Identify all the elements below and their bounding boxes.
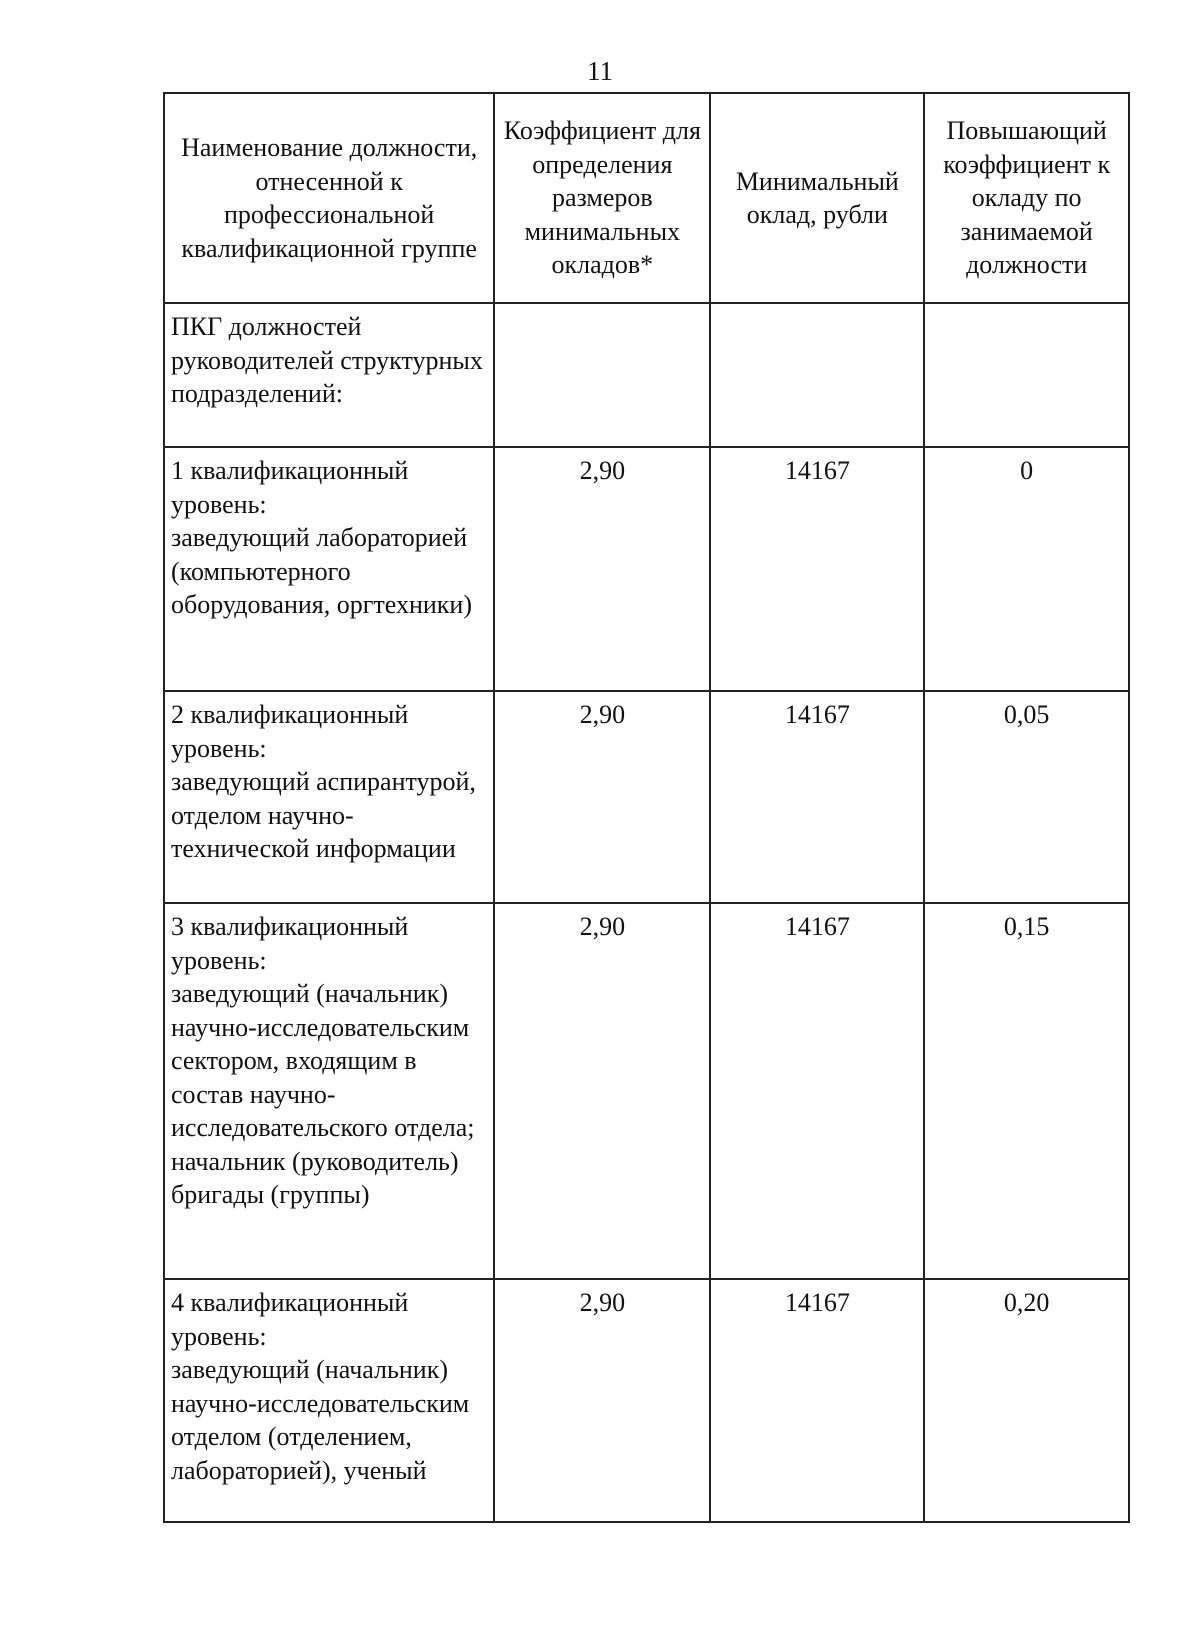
table-row-group-title — [164, 303, 1129, 447]
header-raising-coefficient: Повышающий коэффициент к окладу по занимаемой должности — [924, 93, 1129, 303]
empty-cell — [494, 303, 710, 447]
table-row — [164, 903, 1129, 1279]
raising-value: 0 — [924, 447, 1129, 691]
table-row — [164, 447, 1129, 691]
position-list: заведующий лабораторией (компьютерного оборудования, оргтехники) — [171, 523, 472, 619]
raising-value: 0,15 — [924, 903, 1129, 1279]
table-row — [164, 1279, 1129, 1522]
header-coefficient: Коэффициент для определения размеров минимальных окладов* — [494, 93, 710, 303]
position-cell — [164, 447, 494, 691]
raising-value: 0,05 — [924, 691, 1129, 903]
coefficient-value: 2,90 — [494, 447, 710, 691]
coefficient-value: 2,90 — [494, 903, 710, 1279]
coefficient-value: 2,90 — [494, 691, 710, 903]
position-list: заведующий (начальник) научно-исследовательским сектором, входящим в состав научно-исследовательского отдела; начальник (руководитель) бригады (группы) — [171, 979, 475, 1209]
position-list: заведующий (начальник) научно-исследовательским отделом (отделением, лабораторией), ученый — [171, 1355, 470, 1485]
salary-value: 14167 — [710, 691, 924, 903]
position-cell — [164, 903, 494, 1279]
salary-value: 14167 — [710, 1279, 924, 1522]
header-min-salary: Минимальный оклад, рубли — [710, 93, 924, 303]
position-cell — [164, 1279, 494, 1522]
raising-value: 0,20 — [924, 1279, 1129, 1522]
qualification-level: 3 квалификационный уровень: — [171, 912, 409, 975]
qualification-level: 2 квалификационный уровень: — [171, 700, 409, 763]
empty-cell — [710, 303, 924, 447]
header-position-name: Наименование должности, отнесенной к профессиональной квалификационной группе — [164, 93, 494, 303]
empty-cell — [924, 303, 1129, 447]
position-list: заведующий аспирантурой, отделом научно-технической информации — [171, 767, 476, 863]
qualification-level: 4 квалификационный уровень: — [171, 1288, 409, 1351]
page-number: 11 — [587, 56, 613, 86]
table-header-row — [164, 93, 1129, 303]
coefficient-value: 2,90 — [494, 1279, 710, 1522]
table-row — [164, 691, 1129, 903]
salary-table — [163, 92, 1130, 1523]
salary-value: 14167 — [710, 447, 924, 691]
salary-value: 14167 — [710, 903, 924, 1279]
qualification-level: 1 квалификационный уровень: — [171, 456, 409, 519]
group-title: ПКГ должностей руководителей структурных подразделений: — [164, 303, 494, 447]
position-cell — [164, 691, 494, 903]
